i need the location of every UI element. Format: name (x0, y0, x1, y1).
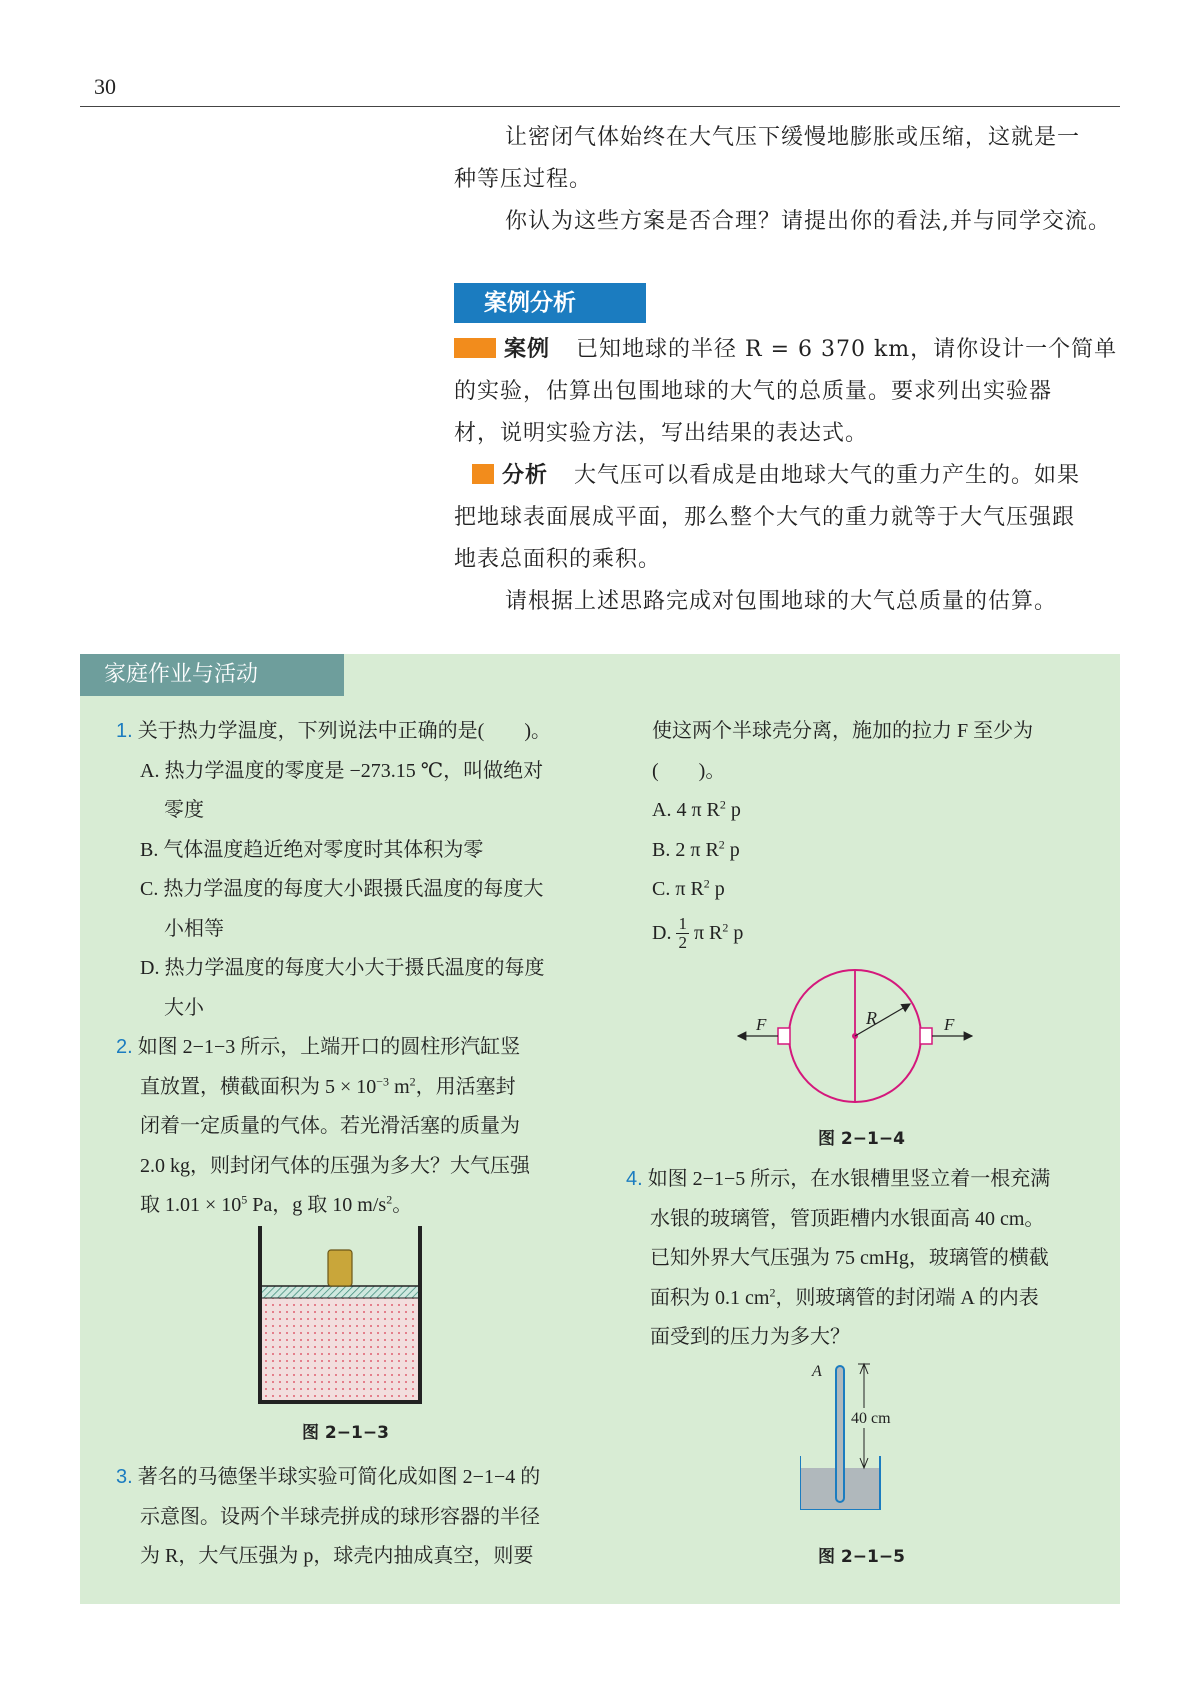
figure-mercury-tube (800, 1360, 900, 1510)
header-rule (80, 106, 1120, 107)
figure-2-1-3-caption: 图 2−1−3 (302, 1423, 389, 1443)
intro-line-1: 让密闭气体始终在大气压下缓慢地膨胀或压缩，这就是一 (505, 125, 1081, 150)
q3-number: 3. (116, 1466, 133, 1488)
analysis-line-2: 把地球表面展成平面，那么整个大气的重力就等于大气压强跟 (454, 505, 1076, 530)
q4-line-5: 面受到的压力为多大？ (650, 1326, 850, 1348)
analysis-line-3: 地表总面积的乘积。 (454, 547, 662, 572)
q3-line-3: 为 R，大气压强为 p，球壳内抽成真空，则要 (140, 1545, 534, 1567)
question-2 (116, 1028, 586, 1226)
q3-option-b: B. 2 π $R^2$ p (652, 836, 740, 861)
glass-tube (836, 1366, 844, 1502)
question-3 (116, 1458, 586, 1577)
figure-hemispheres (730, 966, 980, 1106)
homework-title: 家庭作业与活动 (80, 654, 344, 696)
left-force-label: F (756, 1015, 767, 1034)
case-line-1: 已知地球的半径 R = 6 370 km，请你设计一个简单 (576, 337, 1118, 362)
one-half-fraction: $\frac{1}{2}$ (678, 914, 687, 953)
q1-stem: 关于热力学温度，下列说法中正确的是( )。 (137, 720, 552, 742)
figure-cylinder (250, 1226, 430, 1406)
q2-line-3: 闭着一定质量的气体。若光滑活塞的质量为 (140, 1115, 520, 1137)
q4-line-1: 如图 2−1−5 所示，在水银槽里竖立着一根充满 (647, 1168, 1051, 1190)
question-1 (116, 712, 586, 1028)
right-force-label: F (944, 1015, 955, 1034)
analysis-paragraph (454, 455, 1134, 581)
case-marker-icon (454, 338, 496, 358)
case-analysis-title: 案例分析 (454, 283, 646, 323)
q1-option-d-2: 大小 (164, 996, 204, 1019)
q1-option-b: B. 气体温度趋近绝对零度时其体积为零 (140, 838, 484, 861)
case-line-3: 材，说明实验方法，写出结果的表达式。 (454, 421, 869, 446)
q1-option-c-2: 小相等 (164, 917, 224, 940)
analysis-marker-icon (472, 464, 494, 484)
piston-weight (328, 1250, 352, 1286)
page-number: 30 (94, 74, 116, 99)
case-label: 案例 (504, 337, 551, 362)
q2-line-2: 直放置，横截面积为 $5 \times 10^{-3}$ $m^2$，用活塞封 (140, 1073, 516, 1098)
figure-2-1-5-caption: 图 2−1−5 (818, 1547, 905, 1567)
q4-line-3: 已知外界大气压强为 75 cmHg，玻璃管的横截 (650, 1247, 1049, 1269)
question-3-continued (652, 712, 1112, 953)
figure-2-1-4-caption: 图 2−1−4 (818, 1129, 905, 1149)
q4-line-2: 水银的玻璃管，管顶距槽内水银面高 40 cm。 (650, 1207, 1045, 1230)
radius-label: R (866, 1008, 877, 1028)
closing-line: 请根据上述思路完成对包围地球的大气总质量的估算。 (505, 589, 1058, 614)
q3-line-2: 示意图。设两个半球壳拼成的球形容器的半径 (140, 1505, 540, 1528)
q2-line-5: 取 $1.01 \times 10^5$ Pa，g 取 10 $m/s^2$。 (140, 1192, 413, 1216)
q1-option-a-2: 零度 (164, 799, 204, 821)
q4-number: 4. (626, 1168, 643, 1190)
height-label: 40 cm (851, 1410, 891, 1427)
q4-line-4: 面积为 0.1 $cm^2$，则玻璃管的封闭端 A 的内表 (650, 1284, 1039, 1309)
question-4 (626, 1160, 1116, 1358)
q2-line-4: 2.0 kg，则封闭气体的压强为多大？大气压强 (140, 1154, 530, 1177)
radius-arrow (855, 1004, 910, 1036)
intro-line-3: 你认为这些方案是否合理？请提出你的看法,并与同学交流。 (505, 209, 1111, 234)
q3-option-c: C. π $R^2$ p (652, 876, 725, 900)
q3-option-d: D. $\frac{1}{2}$ π $R^2$ p (652, 914, 744, 953)
analysis-label: 分析 (502, 463, 549, 488)
q1-option-c-1: C. 热力学温度的每度大小跟摄氏温度的每度大 (140, 878, 544, 900)
case-line-2: 的实验，估算出包围地球的大气的总质量。要求列出实验器 (454, 379, 1053, 404)
q3-line-1: 著名的马德堡半球实验可简化成如图 2−1−4 的 (137, 1466, 541, 1488)
q3-line-5: ( )。 (652, 759, 726, 782)
intro-line-2: 种等压过程。 (454, 167, 593, 192)
analysis-line-1: 大气压可以看成是由地球大气的重力产生的。如果 (574, 463, 1081, 488)
q1-number: 1. (116, 720, 133, 742)
q2-line-1: 如图 2−1−3 所示，上端开口的圆柱形汽缸竖 (137, 1036, 521, 1058)
q3-option-a: A. 4 π $R^2$ p (652, 797, 741, 821)
q3-line-4: 使这两个半球壳分离，施加的拉力 F 至少为 (652, 720, 1034, 742)
q1-option-a-1: A. 热力学温度的零度是 −273.15 ℃，叫做绝对 (140, 759, 544, 782)
case-paragraph (454, 329, 1134, 455)
tube-top-label: A (812, 1363, 822, 1380)
left-handle (778, 1028, 790, 1044)
right-handle (920, 1028, 932, 1044)
q2-number: 2. (116, 1036, 133, 1058)
q1-option-d-1: D. 热力学温度的每度大小大于摄氏温度的每度 (140, 957, 545, 979)
